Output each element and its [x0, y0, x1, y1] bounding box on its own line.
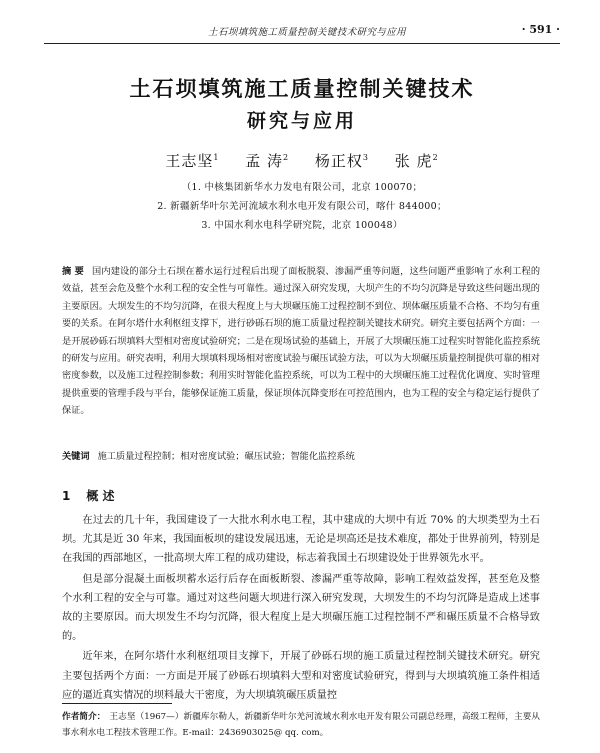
- author: [245, 152, 289, 170]
- keywords: [62, 449, 540, 465]
- affiliation-line: 3. 中国水利水电科学研究院，北京 100048）: [201, 220, 403, 231]
- page-number: · 591 ·: [521, 23, 560, 36]
- abstract-text: 国内建设的部分土石坝在蓄水运行过程后出现了面板脱裂、渗漏严重等问题，这些问题严重影响了水利工程的效益，甚至会危及整个水利工程的安全性与可靠性。通过深入研究发现，大坝产生的不均匀沉降是导致这些问题出现的主要原因。大坝发生的不均匀沉降，在很大程度上与大坝碾压施工过程控制不到位、坝体碾压质量不合格、不均匀有重要的关系。在阿尔塔什水利枢纽支撑下，进行砂砾石坝的施工质量过程控制关键技术研究。研究主要包括两个方面：一是开展砂砾石坝填料大型相对密度试验研究；二是在现场试验的基础上，开展了大坝碾压施工过程实时智能化监控系统的研发与应用。研究表明，利用大坝填料现场相对密度试验与碾压试验方法，可以为大坝碾压质量控制提供可靠的相对密度参数，以及施工过程控制参数；利用实时智能化监控系统，可以为工程中的大坝碾压施工过程优化调度、实时管理提供重要的管理手段与平台，能够保证施工质量，保证坝体沉降变形在可控范围内，也为工程的安全与稳定运行提供了保证。: [62, 266, 541, 417]
- footnote-label: 作者简介：: [62, 712, 106, 722]
- body-paragraph: 在过去的几十年，我国建设了一大批水利水电工程，其中建成的大坝中有近 70% 的大坝类型为土石坝。尤其是近 30 年来，我国面板坝的建设发展迅速，无论是坝高还是技术难度，都处于世界前列，特别是在我国的西部地区，一批高坝大库工程的成功建设，标志着我国土石坝建设处于世界领先水平。: [62, 515, 540, 565]
- keywords-text: 施工质量过程控制；相对密度试验；碾压试验；智能化监控系统: [97, 451, 355, 462]
- author-name: 孟 涛: [245, 152, 284, 170]
- title-line-1: 土石坝填筑施工质量控制关键技术: [129, 77, 475, 101]
- running-title: 土石坝填筑施工质量控制关键技术研究与应用: [208, 27, 407, 38]
- author: [395, 152, 439, 170]
- author-affiliation-mark: 3: [362, 153, 369, 162]
- abstract-label: 摘 要: [62, 266, 85, 277]
- paper-title: [44, 74, 560, 136]
- affiliation-list: [44, 178, 560, 235]
- author-name: 杨正权: [314, 152, 363, 170]
- body-paragraph: 但是部分混凝土面板坝蓄水运行后存在面板断裂、渗漏严重等故障，影响工程效益发挥，甚至危及整个水利工程的安全与可靠。通过对这些问题大坝进行深入研究发现，大坝发生的不均匀沉降是造成上述事故的主要原因。而大坝发生不均匀沉降，很大程度上是大坝碾压施工过程控制不严和碾压质量不合格导致的。: [62, 573, 540, 643]
- author-affiliation-mark: 2: [432, 153, 439, 162]
- header-rule: [44, 43, 560, 44]
- author-affiliation-mark: 2: [283, 153, 290, 162]
- footnote-rule: [62, 703, 172, 704]
- keywords-label: 关键词: [62, 451, 90, 462]
- author-affiliation-mark: 1: [213, 153, 220, 162]
- author: [165, 152, 219, 170]
- abstract: [62, 263, 540, 420]
- author-footnote: [62, 709, 540, 741]
- section-number: 1: [62, 489, 71, 503]
- affiliation-line: 2. 新疆新华叶尔羌河流域水利水电开发有限公司，喀什 844000；: [157, 201, 447, 212]
- section-heading: [62, 487, 115, 504]
- section-title: 概 述: [86, 489, 115, 503]
- title-line-2: 研究与应用: [246, 110, 357, 132]
- body-text: [62, 511, 540, 706]
- author-name: 张 虎: [394, 152, 433, 170]
- affiliation-line: （1. 中核集团新华水力发电有限公司，北京 100070；: [181, 182, 423, 193]
- body-paragraph: 近年来，在阿尔塔什水利枢纽项目支撑下，开展了砂砾石坝的施工质量过程控制关键技术研究。研究主要包括两个方面：一方面是开展了砂砾石坝填料大型和对密度试验研究，得到与大坝填筑施工条件相适应的逼近真实情况的坝料最大干密度，为大坝填筑碾压质量控: [62, 651, 540, 701]
- author: [315, 152, 369, 170]
- author-list: [44, 150, 560, 171]
- author-name: 王志坚: [165, 152, 214, 170]
- page-header: [44, 18, 560, 44]
- footnote-text: 王志坚（1967—）新疆库尔勒人，新疆新华叶尔羌河流域水利水电开发有限公司副总经理，高级工程师，主要从事水利水电工程技术管理工作。E-mail：2436903025@ qq. com。: [62, 712, 540, 738]
